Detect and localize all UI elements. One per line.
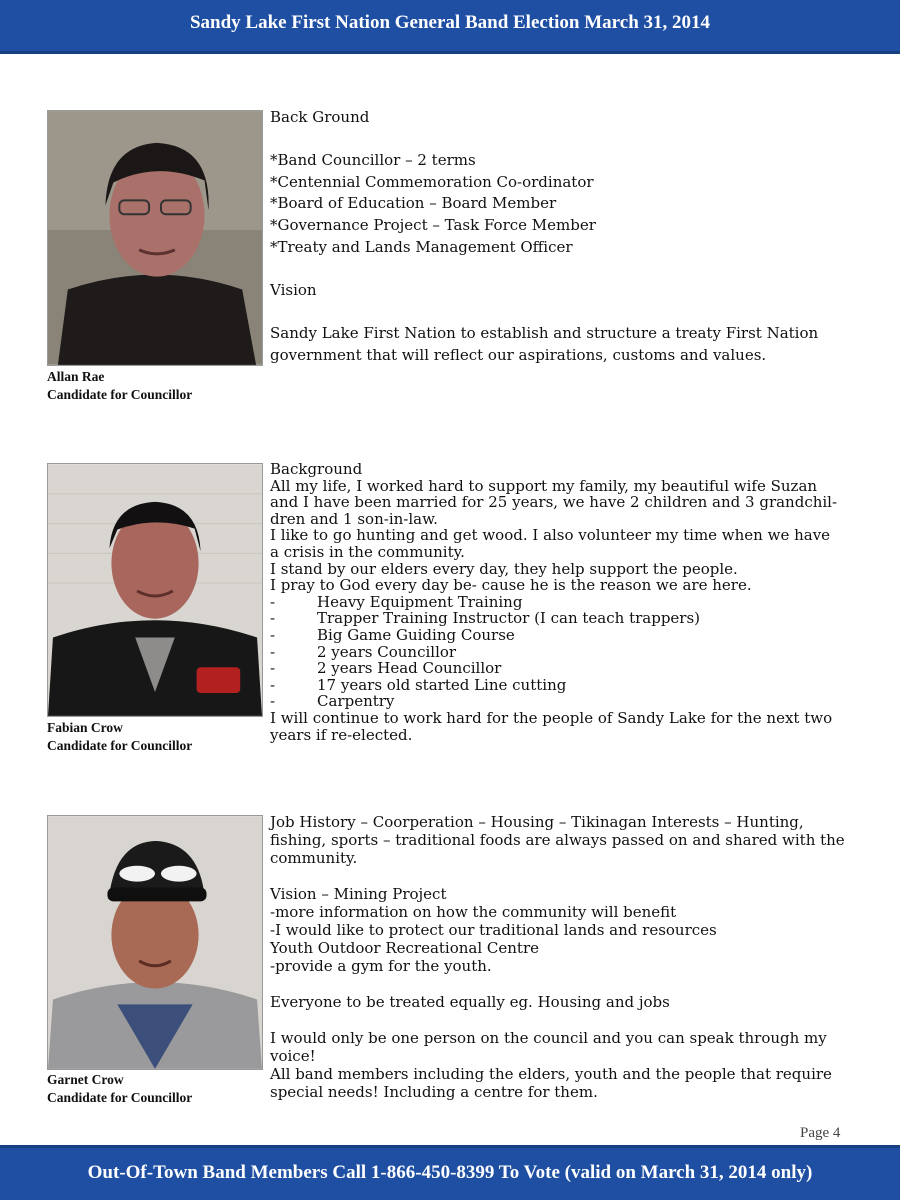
bio-line: dren and 1 son-in-law. xyxy=(270,509,438,528)
list-item: - Trapper Training Instructor (I can teach trappers) xyxy=(270,609,701,628)
list-item: - 17 years old started Line cutting xyxy=(270,675,567,694)
bio-line: *Treaty and Lands Management Officer xyxy=(270,237,573,256)
candidate-portrait-icon xyxy=(48,111,262,365)
candidate-name: Fabian Crow xyxy=(47,720,123,735)
bio-line: years if re-elected. xyxy=(270,725,413,744)
bio-line: All band members including the elders, youth and the people that require xyxy=(270,1065,832,1083)
footer-banner xyxy=(0,1145,900,1200)
bio-line: Job History – Coorperation – Housing – Tikinagan Interests – Hunting, xyxy=(270,813,804,831)
candidate-name: Garnet Crow xyxy=(47,1072,124,1087)
candidate-caption-garnet-crow xyxy=(47,1071,192,1107)
bio-line: government that will reflect our aspirations, customs and values. xyxy=(270,345,767,364)
candidate-portrait-icon xyxy=(48,464,262,716)
footer-text: Out-Of-Town Band Members Call 1-866-450-8399 To Vote (valid on March 31, 2014 only) xyxy=(87,1162,813,1183)
candidate-role: Candidate for Councillor xyxy=(47,387,193,402)
candidate-bio-fabian-crow xyxy=(270,461,870,743)
bio-line: I will continue to work hard for the people of Sandy Lake for the next two xyxy=(270,708,833,727)
page-number: Page 4 xyxy=(800,1125,841,1141)
bio-line: and I have been married for 25 years, we have 2 children and 3 grandchil- xyxy=(270,493,838,512)
list-item: - Big Game Guiding Course xyxy=(270,625,515,644)
bio-line: I like to go hunting and get wood. I also volunteer my time when we have xyxy=(270,526,831,545)
bio-line: *Centennial Commemoration Co-ordinator xyxy=(270,172,594,191)
bio-line: -provide a gym for the youth. xyxy=(270,957,492,975)
bio-line: Everyone to be treated equally eg. Housing and jobs xyxy=(270,993,670,1011)
candidate-role: Candidate for Councillor xyxy=(47,738,193,753)
bio-line: voice! xyxy=(270,1047,316,1065)
candidate-bio-allan-rae xyxy=(270,107,870,366)
list-item: - Carpentry xyxy=(270,692,395,711)
candidate-portrait-icon xyxy=(48,816,262,1069)
candidate-bio-garnet-crow xyxy=(270,813,870,1101)
bio-line: Background xyxy=(270,460,363,478)
bio-line: a crisis in the community. xyxy=(270,542,465,561)
bio-line: Vision – Mining Project xyxy=(270,885,447,903)
bio-line: *Board of Education – Board Member xyxy=(270,194,557,213)
candidate-role: Candidate for Councillor xyxy=(47,1090,193,1105)
candidate-photo-allan-rae xyxy=(47,110,263,366)
bio-line: special needs! Including a centre for them. xyxy=(270,1083,598,1101)
candidate-name: Allan Rae xyxy=(47,369,105,384)
bio-line: I stand by our elders every day, they help support the people. xyxy=(270,559,738,578)
bio-line: fishing, sports – traditional foods are always passed on and shared with the xyxy=(270,831,845,849)
list-item: - 2 years Councillor xyxy=(270,642,457,661)
bio-line: Youth Outdoor Recreational Centre xyxy=(270,939,540,957)
bio-line: I would only be one person on the council and you can speak through my xyxy=(270,1029,827,1047)
candidate-caption-fabian-crow xyxy=(47,719,192,755)
list-item: - Heavy Equipment Training xyxy=(270,592,523,611)
list-item: - 2 years Head Councillor xyxy=(270,659,502,678)
bio-line: -I would like to protect our traditional lands and resources xyxy=(270,921,717,939)
bio-line: I pray to God every day be- cause he is the reason we are here. xyxy=(270,576,752,595)
candidate-photo-fabian-crow xyxy=(47,463,263,717)
page-title: Sandy Lake First Nation General Band Election March 31, 2014 xyxy=(189,12,711,33)
bio-line: All my life, I worked hard to support my family, my beautiful wife Suzan xyxy=(270,476,818,495)
bio-line: -more information on how the community will benefit xyxy=(270,903,677,921)
bio-line: community. xyxy=(270,849,358,867)
bio-line: Sandy Lake First Nation to establish and structure a treaty First Nation xyxy=(270,323,819,342)
candidate-caption-allan-rae xyxy=(47,368,192,404)
bio-line: *Band Councillor – 2 terms xyxy=(270,151,476,170)
bio-line: *Governance Project – Task Force Member xyxy=(270,215,596,234)
bio-line: Back Ground xyxy=(270,108,370,126)
candidate-photo-garnet-crow xyxy=(47,815,263,1070)
bio-line: Vision xyxy=(270,280,317,299)
header-banner xyxy=(0,0,900,54)
